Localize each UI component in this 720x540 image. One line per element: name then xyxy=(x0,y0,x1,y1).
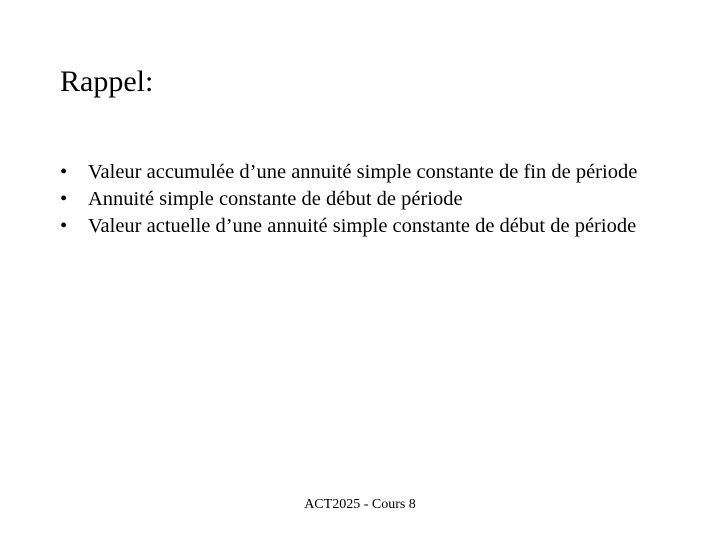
bullet-icon: • xyxy=(60,161,68,183)
slide-title: Rappel: xyxy=(60,65,154,98)
bullet-icon: • xyxy=(60,188,68,210)
bullet-item xyxy=(60,187,670,211)
bullet-list xyxy=(60,160,670,241)
slide-footer: ACT2025 - Cours 8 xyxy=(304,497,416,512)
bullet-item xyxy=(60,160,670,184)
bullet-text: Valeur actuelle d’une annuité simple constante de début de période xyxy=(88,215,637,237)
bullet-icon: • xyxy=(60,215,68,237)
bullet-text: Annuité simple constante de début de période xyxy=(88,188,463,210)
bullet-item xyxy=(60,214,670,238)
bullet-text: Valeur accumulée d’une annuité simple constante de fin de période xyxy=(88,161,638,183)
